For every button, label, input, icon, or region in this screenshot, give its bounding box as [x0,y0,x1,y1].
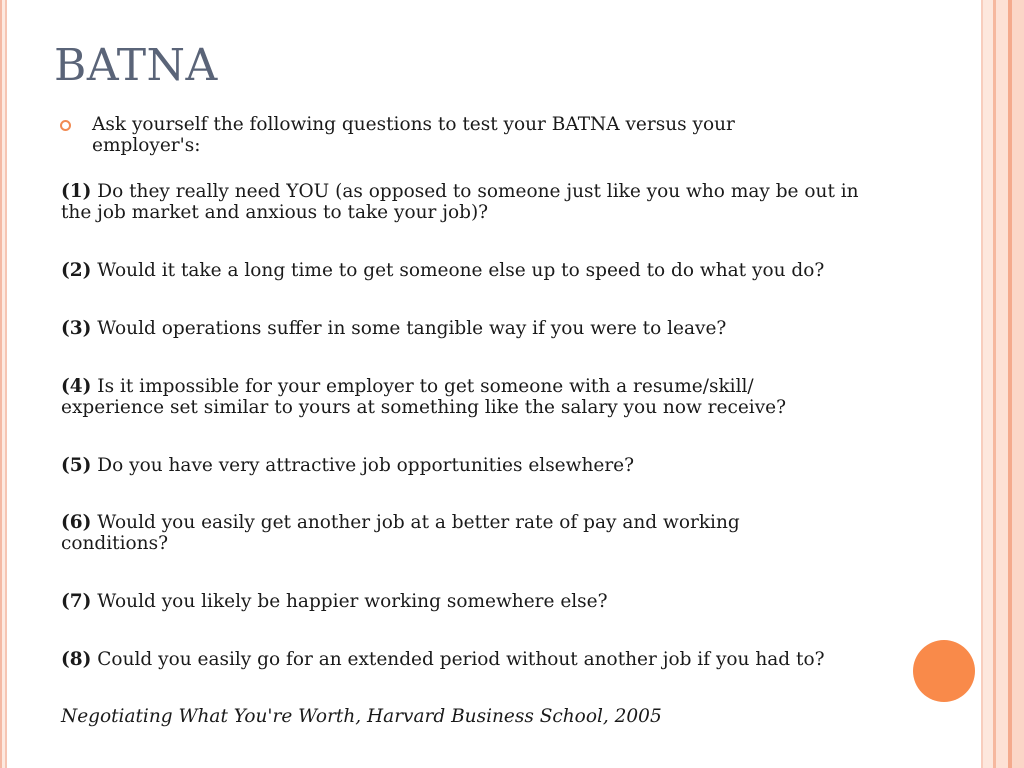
question-text: Could you easily go for an extended period without another job if you had to? [91,649,825,670]
question-number: (5) [61,455,92,476]
left-decorative-border [0,0,9,768]
question-text: Would you likely be happier working somewhere else? [91,591,608,612]
question-number: (2) [61,260,92,281]
question-2 [61,260,891,281]
question-1 [61,181,871,223]
question-8 [61,649,891,670]
slide-title: BATNA [54,40,218,91]
question-number: (7) [61,591,92,612]
right-decorative-border [976,0,1024,768]
intro-bullet [60,114,820,156]
question-number: (3) [61,318,92,339]
citation: Negotiating What You're Worth, Harvard Business School, 2005 [61,706,662,727]
question-4 [61,376,831,418]
question-6 [61,512,781,554]
intro-text: Ask yourself the following questions to test your BATNA versus your employer's: [92,114,735,156]
orange-circle-decoration [913,640,975,702]
question-text: Would operations suffer in some tangible way if you were to leave? [91,318,727,339]
question-3 [61,318,891,339]
question-7 [61,591,891,612]
question-text: Would you easily get another job at a better rate of pay and working conditions? [61,512,740,554]
question-text: Do you have very attractive job opportunities elsewhere? [91,455,635,476]
question-text: Would it take a long time to get someone else up to speed to do what you do? [91,260,825,281]
question-text: Is it impossible for your employer to get someone with a resume/skill/ experience set similar to yours at something like the salary you now receive? [61,376,787,418]
question-number: (1) [61,181,92,202]
ring-bullet-icon [60,120,71,131]
question-text: Do they really need YOU (as opposed to someone just like you who may be out in the job market and anxious to take your job)? [61,181,859,223]
question-number: (4) [61,376,92,397]
question-number: (6) [61,512,92,533]
question-5 [61,455,891,476]
question-number: (8) [61,649,92,670]
